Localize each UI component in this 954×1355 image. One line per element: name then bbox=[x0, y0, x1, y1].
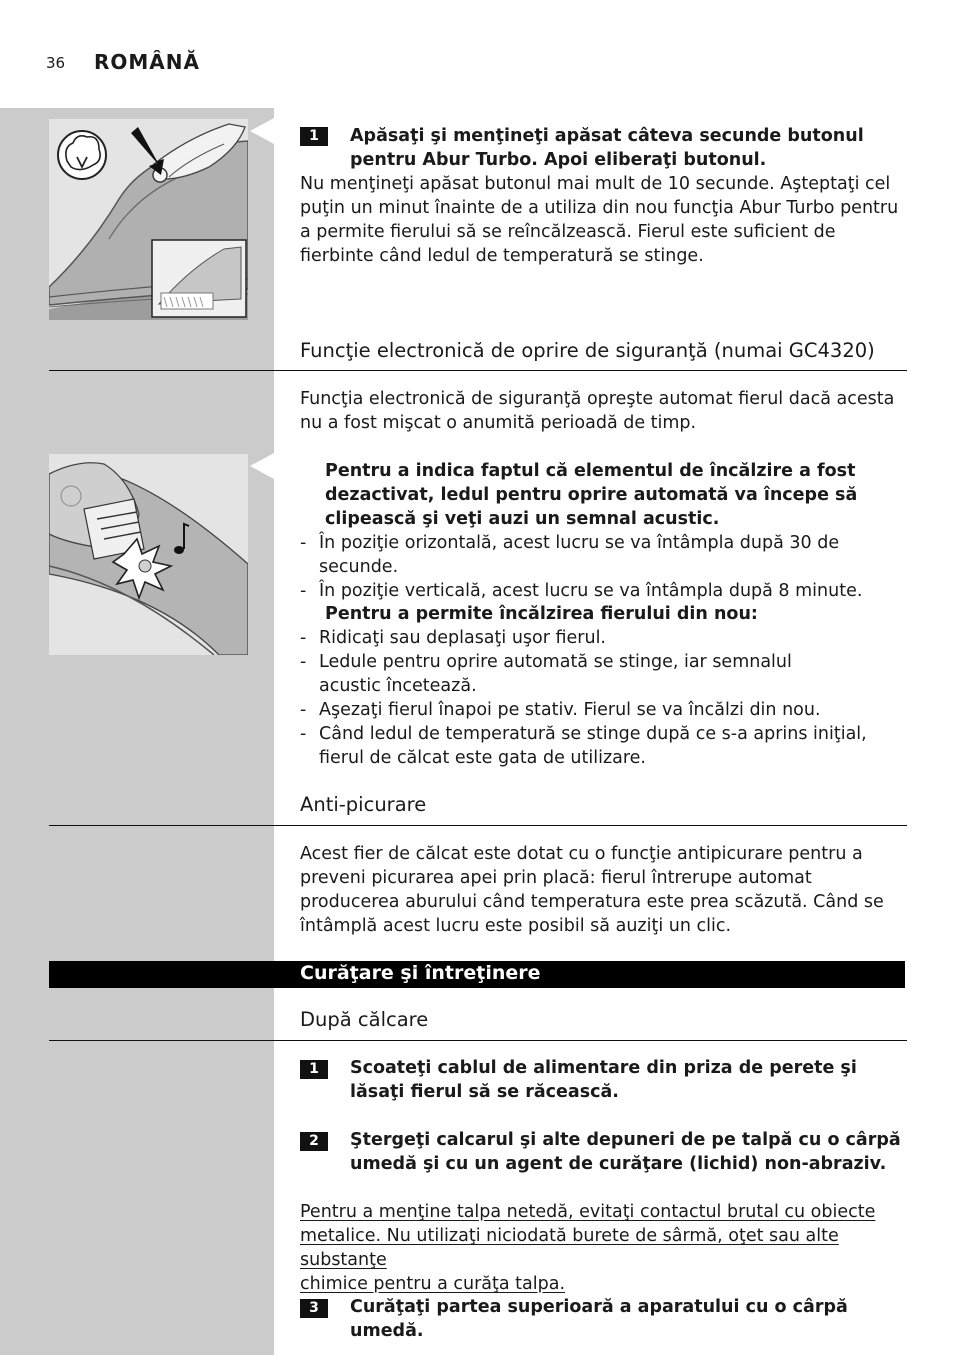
turbo-steam-instruction: Apăsaţi şi menţineţi apăsat câteva secunde butonul pentru Abur Turbo. Apoi eliberaţi butonul. bbox=[350, 126, 864, 170]
step-number-badge: 3 bbox=[300, 1299, 328, 1318]
list-item: - Ledule pentru oprire automată se stinge, iar semnalul acustic încetează. bbox=[300, 652, 792, 696]
antidrip-text: Acest fier de călcat este dotat cu o funcţie antipicurare pentru a preveni picurarea apei prin placă: fierul întrerupe automat producerea aburului când temperatura este prea scăzută. Când se întâmplă acest lucru este posibil să auziţi un clic. bbox=[300, 844, 884, 936]
language-header: ROMÂNĂ bbox=[94, 50, 200, 74]
reheat-list bbox=[300, 626, 900, 770]
auto-off-illustration bbox=[49, 454, 248, 655]
step-number-badge: 1 bbox=[300, 1060, 328, 1079]
step-number-badge: 1 bbox=[300, 127, 328, 146]
blink-note: Pentru a indica faptul că elementul de încălzire a fost dezactivat, ledul pentru oprire automată va începe să clipească şi veţi auzi un semnal acustic. bbox=[325, 461, 858, 529]
list-item: - În poziţie orizontală, acest lucru se va întâmpla după 30 de secunde. bbox=[300, 533, 840, 577]
warning-line: chimice pentru a curăţa talpa. bbox=[300, 1274, 566, 1294]
list-item-text: Când ledul de temperatură se stinge după ce s-a aprins iniţial, fierul de călcat este gata de utilizare. bbox=[319, 724, 867, 768]
cleaning-step-text: Curăţaţi partea superioară a aparatului cu o cârpă umedă. bbox=[350, 1297, 848, 1341]
list-item-text: Ledule pentru oprire automată se stinge, iar semnalul acustic încetează. bbox=[319, 652, 792, 696]
antidrip-heading: Anti-picurare bbox=[300, 793, 427, 816]
list-item: - Când ledul de temperatură se stinge după ce s-a aprins iniţial, fierul de călcat este gata de utilizare. bbox=[300, 724, 867, 768]
section-title-bar bbox=[49, 961, 905, 988]
safety-heading: Funcţie electronică de oprire de siguranţă (numai GC4320) bbox=[300, 339, 875, 362]
page-number: 36 bbox=[46, 54, 66, 72]
after-ironing-heading: După călcare bbox=[300, 1008, 429, 1031]
pointer-triangle bbox=[250, 118, 274, 144]
list-item: - Aşezaţi fierul înapoi pe stativ. Fierul se va încălzi din nou. bbox=[300, 700, 821, 720]
position-list bbox=[300, 531, 910, 603]
reheat-intro: Pentru a permite încălzirea fierului din nou: bbox=[325, 604, 758, 624]
cleaning-step-text: Ştergeţi calcarul şi alte depuneri de pe talpă cu o cârpă umedă şi cu un agent de curăţare (lichid) non-abraziv. bbox=[350, 1130, 901, 1174]
warning-line: Pentru a menţine talpa netedă, evitaţi contactul brutal cu obiecte bbox=[300, 1202, 876, 1222]
list-item-text: În poziţie orizontală, acest lucru se va întâmpla după 30 de secunde. bbox=[319, 533, 840, 577]
list-item-text: Ridicaţi sau deplasaţi uşor fierul. bbox=[319, 628, 606, 648]
pointer-triangle bbox=[250, 453, 274, 479]
safety-intro: Funcţia electronică de siguranţă opreşte automat fierul dacă acesta nu a fost mişcat o anumită perioadă de timp. bbox=[300, 389, 895, 433]
turbo-steam-note: Nu menţineţi apăsat butonul mai mult de 10 secunde. Aşteptaţi cel puţin un minut înainte de a utiliza din nou funcţia Abur Turbo pentru a permite fierului să se reîncălzească. Fierul este suficient de fierbinte când ledul de temperatură se stinge. bbox=[300, 174, 899, 266]
list-item: - Ridicaţi sau deplasaţi uşor fierul. bbox=[300, 628, 606, 648]
iron-steam-illustration bbox=[49, 119, 248, 320]
section-title: Curăţare şi întreţinere bbox=[300, 962, 541, 984]
warning-line: metalice. Nu utilizaţi niciodată burete de sârmă, oţet sau alte substanţe bbox=[300, 1226, 839, 1270]
auto-off-drawing bbox=[49, 454, 248, 655]
cleaning-step-text: Scoateţi cablul de alimentare din priza de perete şi lăsaţi fierul să se răcească. bbox=[350, 1058, 857, 1102]
step-number-badge: 2 bbox=[300, 1132, 328, 1151]
divider bbox=[49, 825, 907, 826]
list-item: - În poziţie verticală, acest lucru se va întâmpla după 8 minute. bbox=[300, 581, 863, 601]
sole-plate-warning bbox=[300, 1200, 910, 1296]
divider bbox=[49, 1040, 907, 1041]
iron-steam-drawing bbox=[49, 119, 248, 320]
list-item-text: Aşezaţi fierul înapoi pe stativ. Fierul se va încălzi din nou. bbox=[319, 700, 821, 720]
divider bbox=[49, 370, 907, 371]
list-item-text: În poziţie verticală, acest lucru se va întâmpla după 8 minute. bbox=[319, 581, 863, 601]
